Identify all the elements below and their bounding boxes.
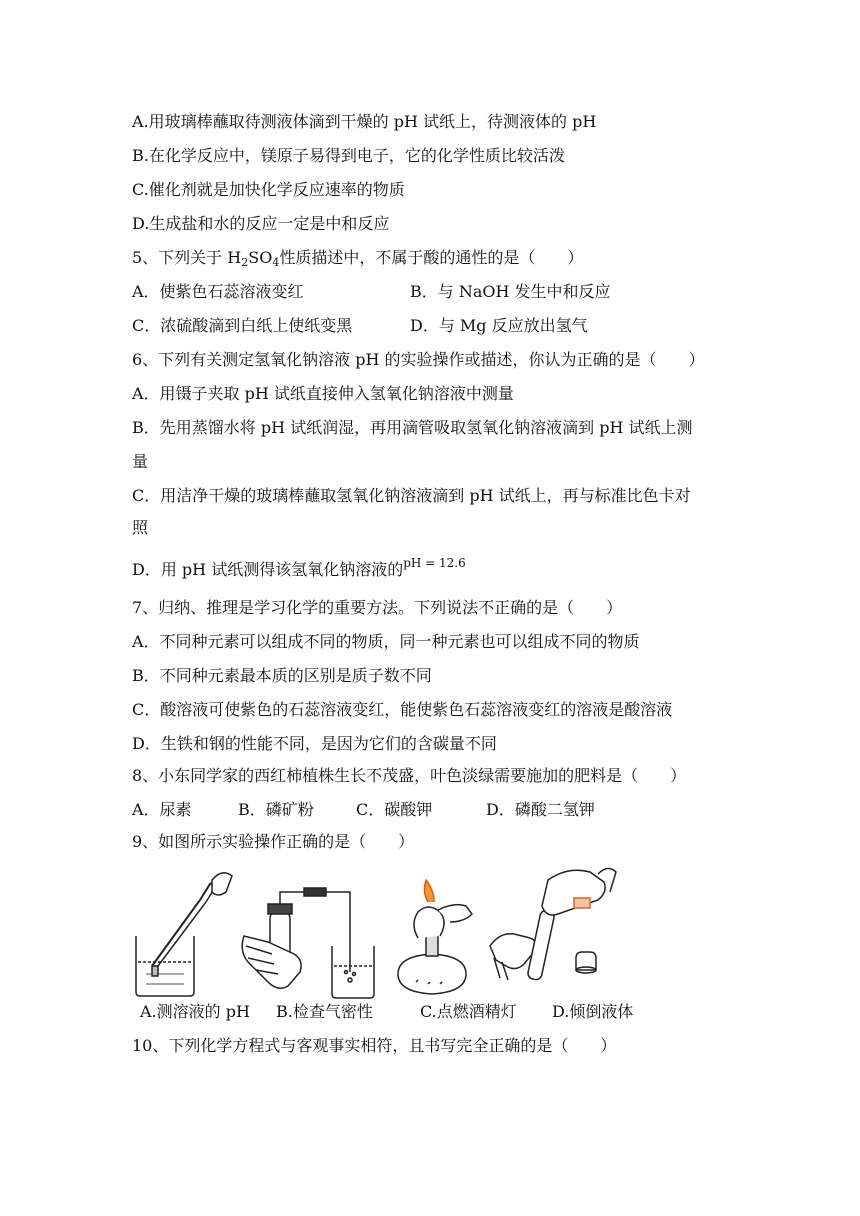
- q8-option-c: C．碳酸钾: [356, 800, 433, 819]
- q7-option-d: D．生铁和钢的性能不同，是因为它们的含碳量不同: [132, 734, 497, 753]
- q8-option-a: A．尿素: [132, 800, 192, 819]
- q6-option-d: [132, 556, 466, 581]
- q5-subscript-2: 4: [272, 256, 280, 269]
- q6-option-c-line2: 照: [132, 518, 149, 537]
- question-6: 6、下列有关测定氢氧化钠溶液 pH 的实验操作或描述，你认为正确的是（ ）: [132, 350, 705, 369]
- q6-option-c-line1: C．用洁净干燥的玻璃棒蘸取氢氧化钠溶液滴到 pH 试纸上，再与标准比色卡对: [132, 486, 691, 505]
- q5-text-mid: SO: [248, 248, 273, 267]
- q9-caption-a: A.测溶液的 pH: [140, 1002, 250, 1021]
- q5-text-pre: 5、下列关于 H: [132, 248, 242, 267]
- line-a-ph: A.用玻璃棒蘸取待测液体滴到干燥的 pH 试纸上，待测液体的 pH: [132, 112, 597, 131]
- q6-option-d-text: D．用 pH 试纸测得该氢氧化钠溶液的: [132, 560, 404, 579]
- q8-option-b: B．磷矿粉: [238, 800, 314, 819]
- q5-option-d: D．与 Mg 反应放出氢气: [410, 316, 588, 335]
- question-8: 8、小东同学家的西红柿植株生长不茂盛，叶色淡绿需要施加的肥料是（ ）: [132, 766, 687, 785]
- q5-subscript-1: 2: [241, 256, 249, 269]
- q8-option-d: D．磷酸二氢钾: [486, 800, 595, 819]
- question-7: 7、归纳、推理是学习化学的重要方法。下列说法不正确的是（ ）: [132, 598, 623, 617]
- q7-option-b: B．不同种元素最本质的区别是质子数不同: [132, 666, 432, 685]
- q8-options: [132, 800, 595, 820]
- q5-option-a: A．使紫色石蕊溶液变红: [132, 282, 304, 301]
- q7-option-c: C．酸溶液可使紫色的石蕊溶液变红，能使紫色石蕊溶液变红的溶液是酸溶液: [132, 700, 673, 719]
- q5-options-row1: [132, 282, 611, 302]
- question-10: 10、下列化学方程式与客观事实相符，且书写完全正确的是（ ）: [132, 1036, 617, 1055]
- q5-options-row2: [132, 316, 588, 336]
- line-c-catalyst: C.催化剂就是加快化学反应速率的物质: [132, 180, 405, 199]
- question-5: [132, 248, 583, 273]
- q7-option-a: A．不同种元素可以组成不同的物质，同一种元素也可以组成不同的物质: [132, 632, 640, 651]
- beaker-ph-test-figure: [136, 873, 232, 996]
- question-9: 9、如图所示实验操作正确的是（ ）: [132, 832, 415, 851]
- q5-option-b: B．与 NaOH 发生中和反应: [410, 282, 611, 301]
- line-d-neutralization: D.生成盐和水的反应一定是中和反应: [132, 214, 390, 233]
- q6-ph-formula: pH = 12.6: [403, 556, 466, 570]
- alcohol-lamp-figure: [398, 880, 472, 994]
- line-b-mg: B.在化学反应中，镁原子易得到电子，它的化学性质比较活泼: [132, 146, 565, 165]
- q9-caption-d: D.倾倒液体: [552, 1002, 634, 1021]
- q9-caption-b: B.检查气密性: [276, 1002, 373, 1021]
- q6-option-a: A．用镊子夹取 pH 试纸直接伸入氢氧化钠溶液中测量: [132, 384, 514, 403]
- airtightness-check-figure: [242, 888, 374, 998]
- experiment-figures: [128, 862, 688, 1002]
- q9-caption-c: C.点燃酒精灯: [420, 1002, 517, 1021]
- q5-text-post: 性质描述中，不属于酸的通性的是（ ）: [279, 248, 584, 267]
- q5-option-c: C．浓硫酸滴到白纸上使纸变黑: [132, 316, 353, 335]
- q6-option-b-line1: B．先用蒸馏水将 pH 试纸润湿，再用滴管吸取氢氧化钠溶液滴到 pH 试纸上测: [132, 418, 693, 437]
- q6-option-b-line2: 量: [132, 452, 149, 471]
- tube-holding-figure: [490, 909, 555, 980]
